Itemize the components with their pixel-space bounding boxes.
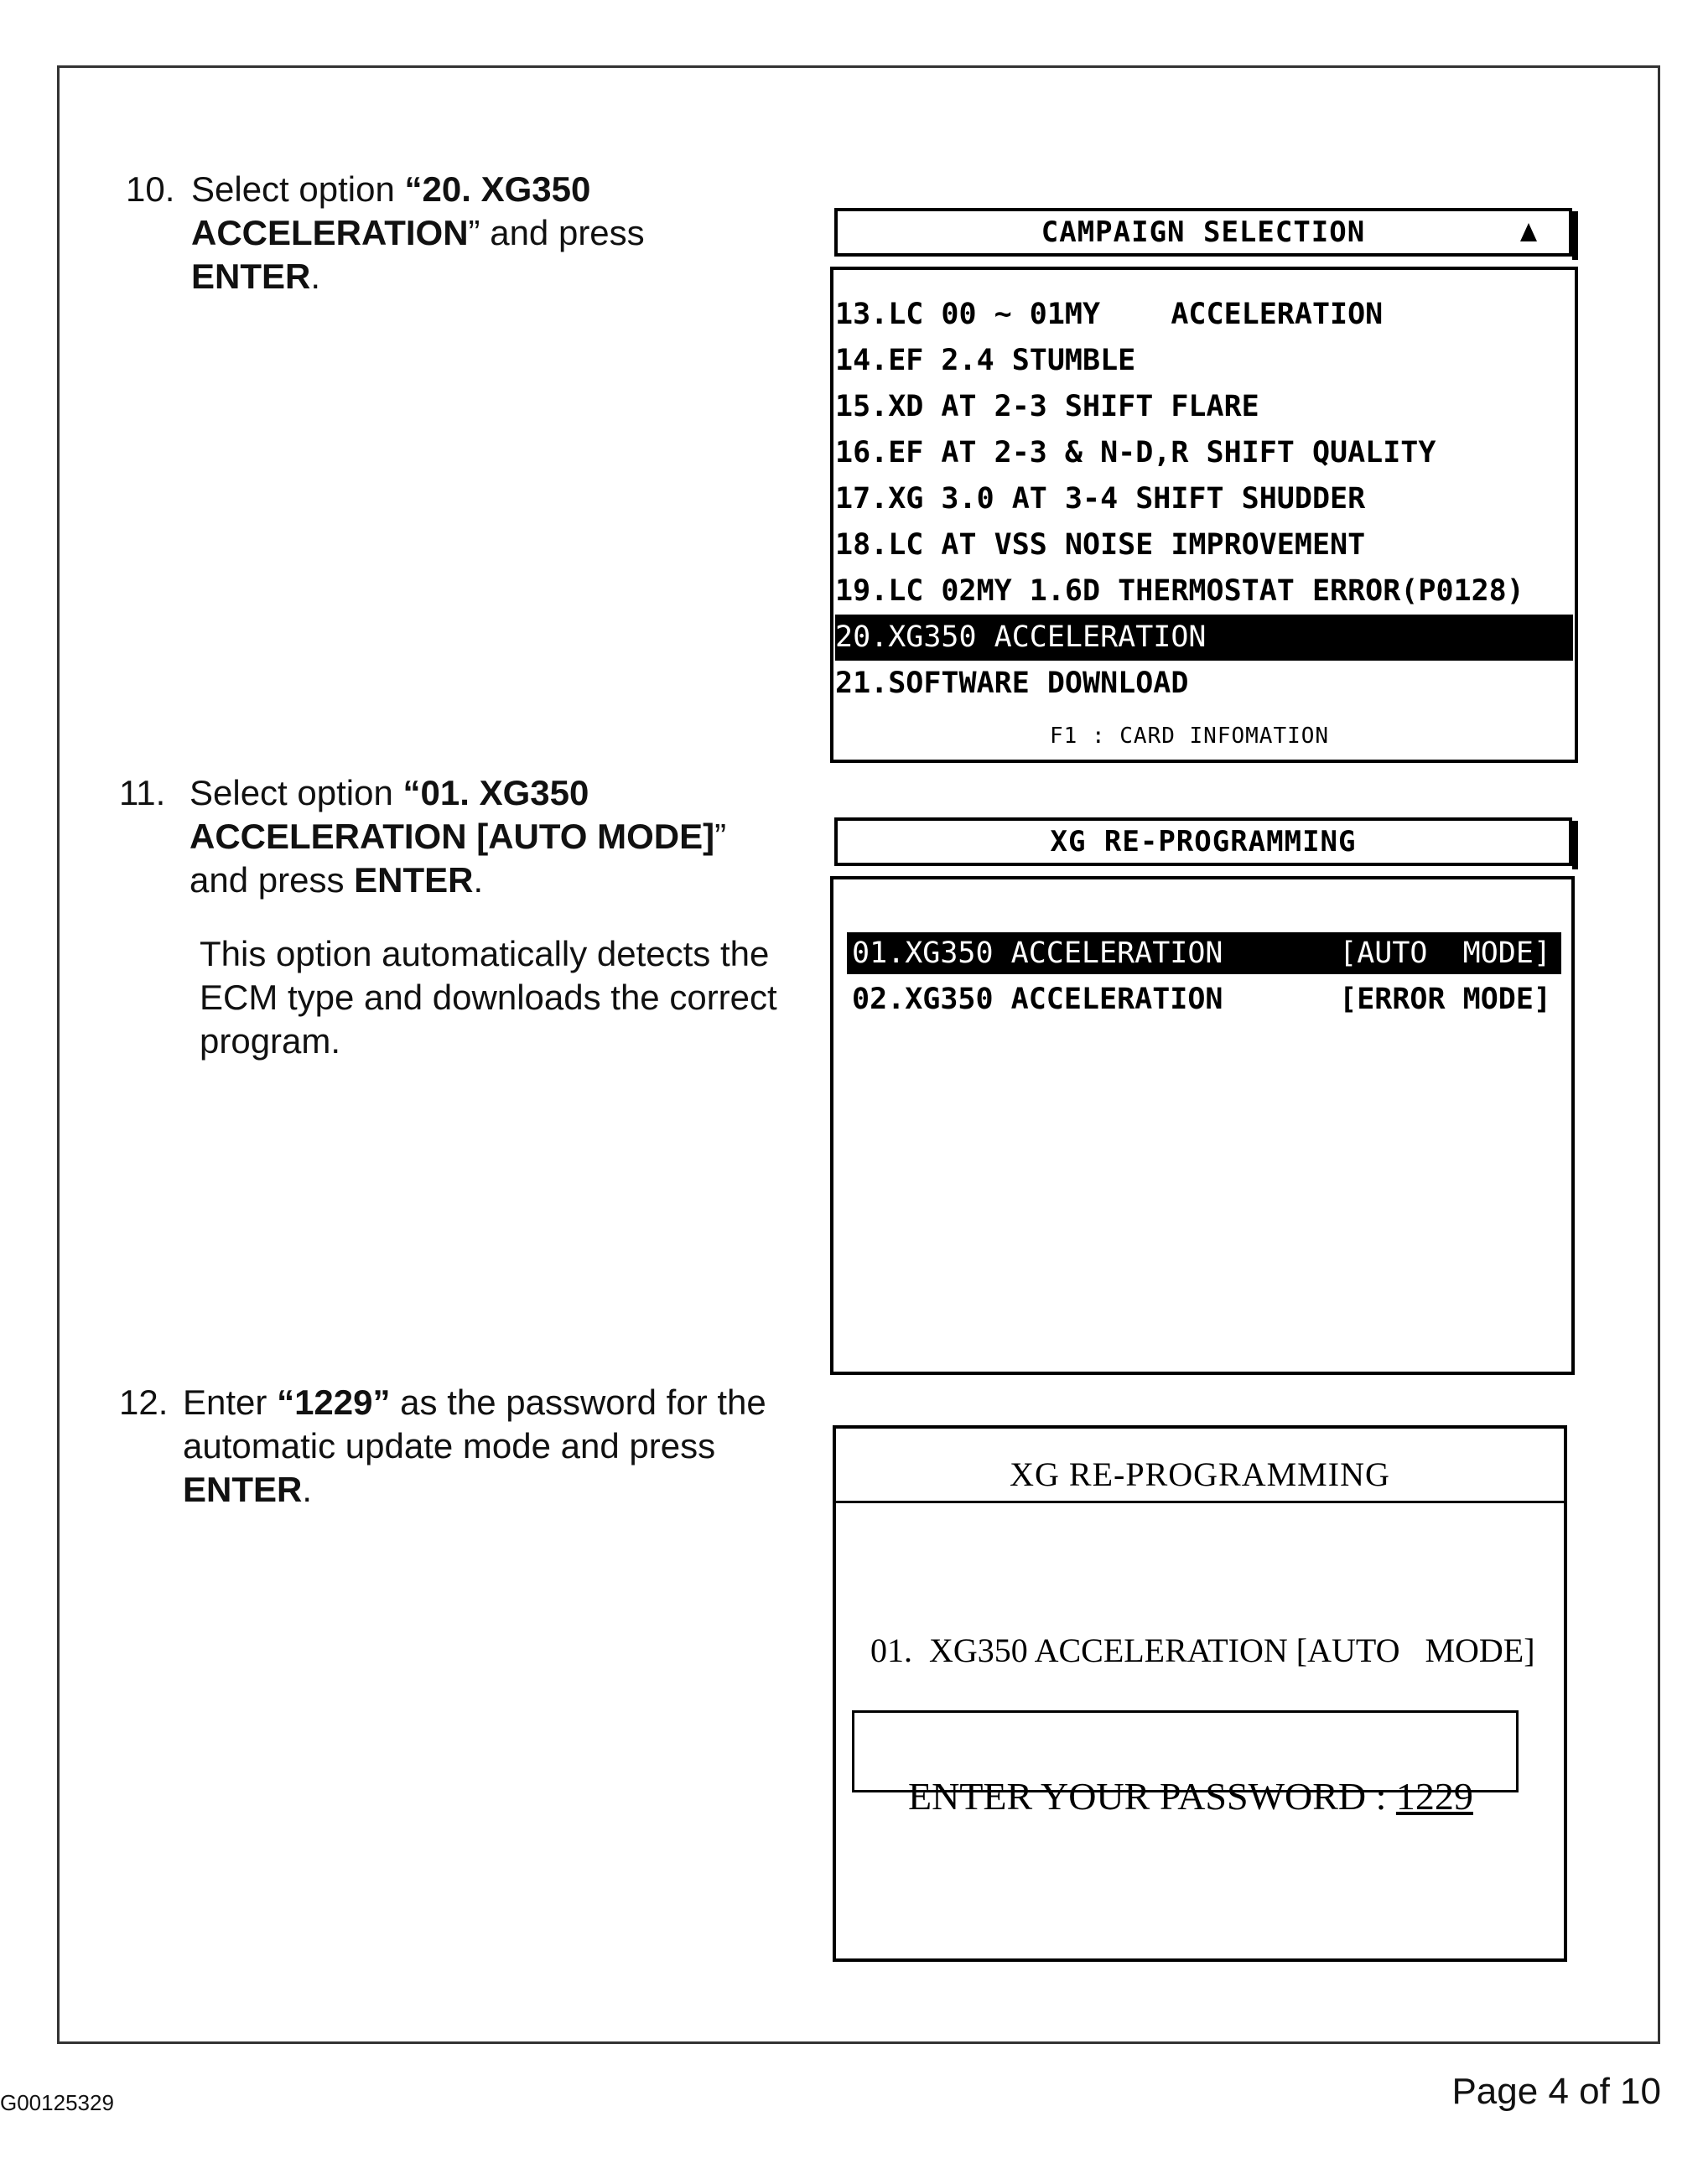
campaign-item[interactable]: 19.LC 02MY 1.6D THERMOSTAT ERROR(P0128) xyxy=(835,574,1524,608)
step-option: 01. XG350 ACCELERATION [AUTO MODE] xyxy=(190,773,715,856)
step-11-note: This option automatically detects the ECM type and downloads the correct program. xyxy=(200,934,777,1061)
campaign-selection-title-bar xyxy=(834,208,1572,257)
document-code: G00125329 xyxy=(0,2090,114,2115)
campaign-item[interactable]: 14.EF 2.4 STUMBLE xyxy=(835,344,1136,377)
password-label: ENTER YOUR PASSWORD : xyxy=(908,1775,1387,1818)
scroll-up-arrow-icon[interactable] xyxy=(1520,223,1537,241)
option-label: 02.XG350 ACCELERATION xyxy=(852,983,1223,1016)
step-12 xyxy=(119,1381,790,1512)
function-key-hint: F1 : CARD INFOMATION xyxy=(1050,724,1330,749)
step-option: 1229 xyxy=(294,1383,373,1422)
campaign-item[interactable]: 13.LC 00 ~ 01MY ACCELERATION xyxy=(835,298,1384,331)
option-label: 01.XG350 ACCELERATION xyxy=(852,936,1223,970)
title-bar-shadow xyxy=(1572,821,1578,869)
step-11 xyxy=(119,771,790,902)
screen-title: XG RE-PROGRAMMING xyxy=(1050,825,1357,859)
campaign-item[interactable]: 15.XD AT 2-3 SHIFT FLARE xyxy=(835,390,1259,423)
xg-reprogramming-title-bar xyxy=(834,817,1572,866)
option-mode: [AUTO MODE] xyxy=(1339,936,1551,970)
campaign-item[interactable]: 17.XG 3.0 AT 3-4 SHIFT SHUDDER xyxy=(835,482,1366,516)
step-option: 20. XG350 ACCELERATION xyxy=(191,169,591,252)
campaign-item[interactable]: 21.SOFTWARE DOWNLOAD xyxy=(835,667,1189,700)
campaign-list xyxy=(835,292,1573,707)
reprogramming-option[interactable] xyxy=(847,978,1561,1020)
step-number: 11. xyxy=(119,773,166,812)
selected-option: 01. XG350 ACCELERATION [AUTO MODE] xyxy=(870,1632,1535,1669)
option-mode: [ERROR MODE] xyxy=(1339,983,1551,1016)
campaign-item[interactable]: 18.LC AT VSS NOISE IMPROVEMENT xyxy=(835,528,1366,562)
password-dialog-divider xyxy=(836,1501,1564,1503)
password-field[interactable] xyxy=(889,1730,1473,1818)
title-bar-shadow xyxy=(1572,211,1578,260)
campaign-item[interactable]: 16.EF AT 2-3 & N-D,R SHIFT QUALITY xyxy=(835,436,1436,469)
campaign-item[interactable]: 20.XG350 ACCELERATION xyxy=(835,615,1573,661)
step-number: 12. xyxy=(119,1383,169,1422)
step-number: 10. xyxy=(126,169,175,209)
step-key: ENTER xyxy=(354,860,474,900)
step-key: ENTER xyxy=(183,1470,303,1509)
screen-title: CAMPAIGN SELECTION xyxy=(1041,215,1366,249)
page-number: Page 4 of 10 xyxy=(1451,2071,1661,2112)
password-dialog-title: XG RE-PROGRAMMING xyxy=(1010,1455,1390,1493)
password-dialog xyxy=(833,1425,1567,1962)
password-value: 1229 xyxy=(1395,1775,1473,1818)
step-key: ENTER xyxy=(191,257,311,296)
reprogramming-option[interactable] xyxy=(847,932,1561,974)
step-text: Select option “01. XG350 ACCELERATION [AUTO MODE]” and press ENTER. xyxy=(190,773,727,900)
step-text: Select option “20. XG350 ACCELERATION” and press ENTER. xyxy=(191,169,645,296)
step-text: Enter “1229” as the password for the automatic update mode and press ENTER. xyxy=(183,1383,766,1509)
step-10 xyxy=(126,168,729,298)
